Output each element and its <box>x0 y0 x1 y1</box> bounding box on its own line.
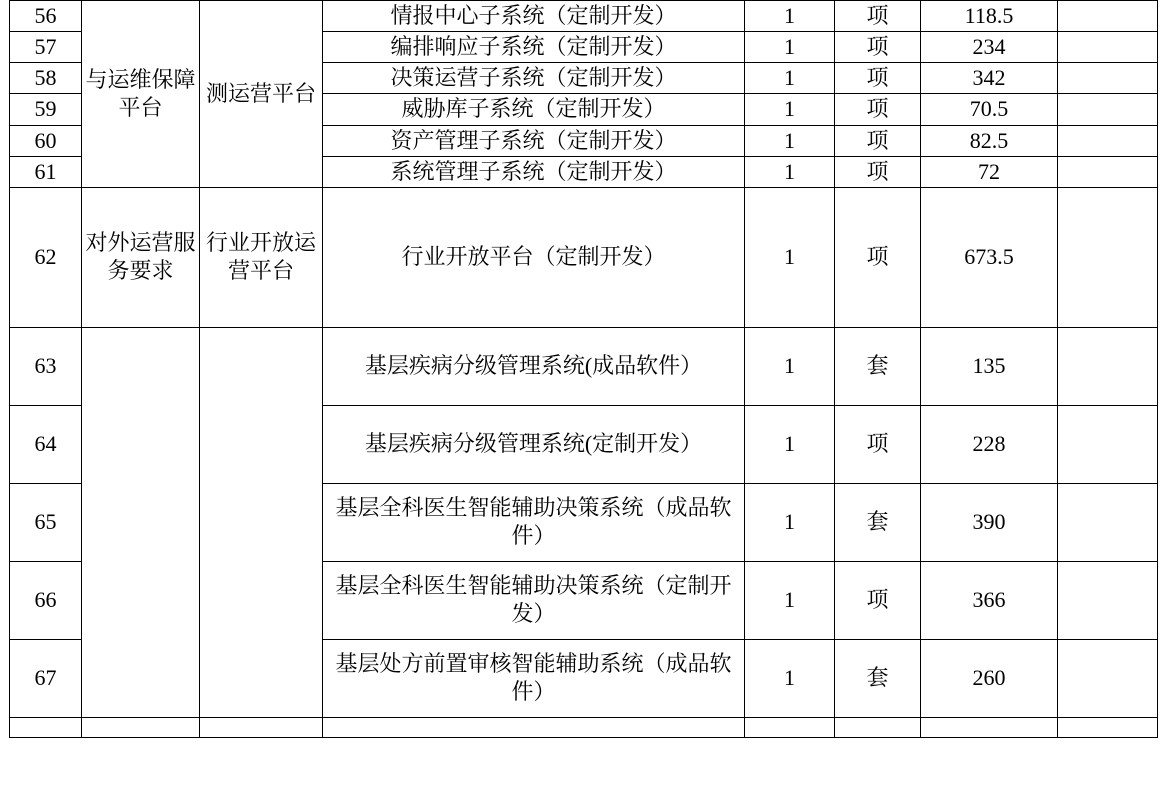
cell-note <box>1058 94 1158 125</box>
cell-price: 342 <box>921 63 1058 94</box>
cell-note <box>1058 63 1158 94</box>
cell-item-name: 决策运营子系统（定制开发） <box>323 63 745 94</box>
cell-item-name: 资产管理子系统（定制开发） <box>323 125 745 156</box>
cell-unit: 项 <box>835 125 921 156</box>
cell-no: 62 <box>10 187 82 327</box>
cell-price: 260 <box>921 639 1058 717</box>
cell-quantity: 1 <box>745 125 835 156</box>
cell-category-2: 行业开放运营平台 <box>200 187 323 327</box>
cell-item-name: 基层全科医生智能辅助决策系统（成品软件） <box>323 483 745 561</box>
cell-price: 390 <box>921 483 1058 561</box>
cell-no: 66 <box>10 561 82 639</box>
procurement-table <box>9 0 1158 738</box>
cell-unit: 项 <box>835 156 921 187</box>
cell-category-2 <box>200 717 323 737</box>
cell-item-name: 基层疾病分级管理系统(定制开发） <box>323 405 745 483</box>
cell-note <box>1058 125 1158 156</box>
cell-quantity: 1 <box>745 187 835 327</box>
cell-quantity: 1 <box>745 561 835 639</box>
cell-item-name: 基层处方前置审核智能辅助系统（成品软件） <box>323 639 745 717</box>
cell-note <box>1058 187 1158 327</box>
cell-quantity: 1 <box>745 639 835 717</box>
cell-unit: 套 <box>835 639 921 717</box>
cell-category-1: 对外运营服务要求 <box>82 187 200 327</box>
cell-note <box>1058 1 1158 32</box>
cell-unit: 项 <box>835 1 921 32</box>
cell-quantity: 1 <box>745 63 835 94</box>
cell-note <box>1058 483 1158 561</box>
table-row-partial <box>10 717 1158 737</box>
cell-unit: 项 <box>835 94 921 125</box>
cell-price: 673.5 <box>921 187 1058 327</box>
cell-note <box>1058 561 1158 639</box>
cell-quantity <box>745 717 835 737</box>
cell-price: 70.5 <box>921 94 1058 125</box>
cell-unit: 项 <box>835 405 921 483</box>
cell-quantity: 1 <box>745 483 835 561</box>
cell-no: 57 <box>10 32 82 63</box>
cell-unit: 套 <box>835 483 921 561</box>
cell-unit: 项 <box>835 561 921 639</box>
cell-price: 135 <box>921 327 1058 405</box>
cell-item-name <box>323 717 745 737</box>
cell-item-name: 基层疾病分级管理系统(成品软件） <box>323 327 745 405</box>
cell-category-2 <box>200 327 323 717</box>
cell-item-name: 系统管理子系统（定制开发） <box>323 156 745 187</box>
cell-note <box>1058 32 1158 63</box>
cell-item-name: 行业开放平台（定制开发） <box>323 187 745 327</box>
cell-no: 56 <box>10 1 82 32</box>
cell-note <box>1058 327 1158 405</box>
cell-category-1 <box>82 717 200 737</box>
cell-quantity: 1 <box>745 327 835 405</box>
cell-category-1 <box>82 327 200 717</box>
cell-no: 61 <box>10 156 82 187</box>
cell-item-name: 情报中心子系统（定制开发） <box>323 1 745 32</box>
cell-quantity: 1 <box>745 94 835 125</box>
cell-price: 82.5 <box>921 125 1058 156</box>
cell-no: 67 <box>10 639 82 717</box>
cell-unit: 项 <box>835 187 921 327</box>
cell-item-name: 编排响应子系统（定制开发） <box>323 32 745 63</box>
cell-note <box>1058 717 1158 737</box>
cell-price: 234 <box>921 32 1058 63</box>
cell-item-name: 威胁库子系统（定制开发） <box>323 94 745 125</box>
table-row <box>10 1 1158 32</box>
cell-category-2: 测运营平台 <box>200 1 323 188</box>
cell-price: 228 <box>921 405 1058 483</box>
cell-unit: 项 <box>835 32 921 63</box>
cell-no: 58 <box>10 63 82 94</box>
table-row <box>10 327 1158 405</box>
cell-no <box>10 717 82 737</box>
cell-category-1: 与运维保障平台 <box>82 1 200 188</box>
cell-quantity: 1 <box>745 1 835 32</box>
cell-no: 64 <box>10 405 82 483</box>
table-row <box>10 187 1158 327</box>
cell-unit: 项 <box>835 63 921 94</box>
cell-no: 60 <box>10 125 82 156</box>
cell-price: 118.5 <box>921 1 1058 32</box>
cell-quantity: 1 <box>745 405 835 483</box>
cell-note <box>1058 156 1158 187</box>
cell-quantity: 1 <box>745 32 835 63</box>
cell-note <box>1058 405 1158 483</box>
cell-price <box>921 717 1058 737</box>
cell-no: 63 <box>10 327 82 405</box>
cell-price: 366 <box>921 561 1058 639</box>
cell-note <box>1058 639 1158 717</box>
cell-item-name: 基层全科医生智能辅助决策系统（定制开发） <box>323 561 745 639</box>
cell-no: 65 <box>10 483 82 561</box>
cell-price: 72 <box>921 156 1058 187</box>
cell-no: 59 <box>10 94 82 125</box>
cell-quantity: 1 <box>745 156 835 187</box>
cell-unit: 套 <box>835 327 921 405</box>
cell-unit <box>835 717 921 737</box>
